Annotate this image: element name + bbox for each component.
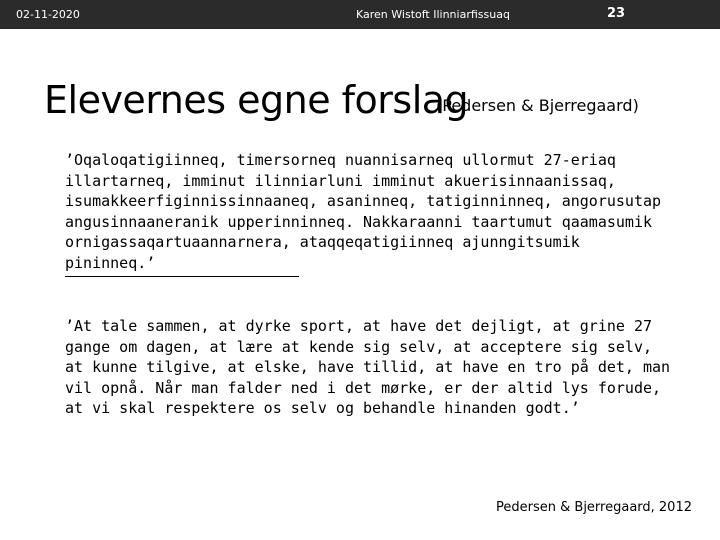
slide-number: 23 <box>607 6 626 21</box>
slide-title: Elevernes egne forslag <box>44 78 469 122</box>
quote-danish: ’At tale sammen, at dyrke sport, at have det dejligt, at grine 27 gange om dagen, at lære at kende sig selv, at acceptere sig selv, at kunne tilgive, at elske, have tillid, at have en tro på det, man vil opnå. Når man falder ned i det mørke, er der altid lys forude, at vi skal respektere os selv og behandle hinanden godt.’ <box>65 317 671 417</box>
slide-subtitle: (Pedersen & Bjerregaard) <box>436 96 639 115</box>
citation: Pedersen & Bjerregaard, 2012 <box>496 500 692 515</box>
quote-greenlandic: ’Oqaloqatigiinneq, timersorneq nuannisarneq ullormut 27-eriaq illartarneq, imminut ilinniarluni imminut akuerisinnaanissaq, isumakkeerfiginnissinnaaneq, asaninneq, tatiginninneq, angorusutap angusinnaaneranik upperinninneq. Nakkaraanni taartumut qaamasumik ornigassaqartuaannarnera, ataqqeqatigiinneq ajunngitsumik pininneq.’ <box>65 151 662 272</box>
slide-author: Karen Wistoft Ilinniarfissuaq <box>356 8 510 21</box>
slide-date: 02-11-2020 <box>16 8 80 21</box>
slide-header-bar <box>0 0 720 29</box>
divider-line <box>65 276 299 277</box>
